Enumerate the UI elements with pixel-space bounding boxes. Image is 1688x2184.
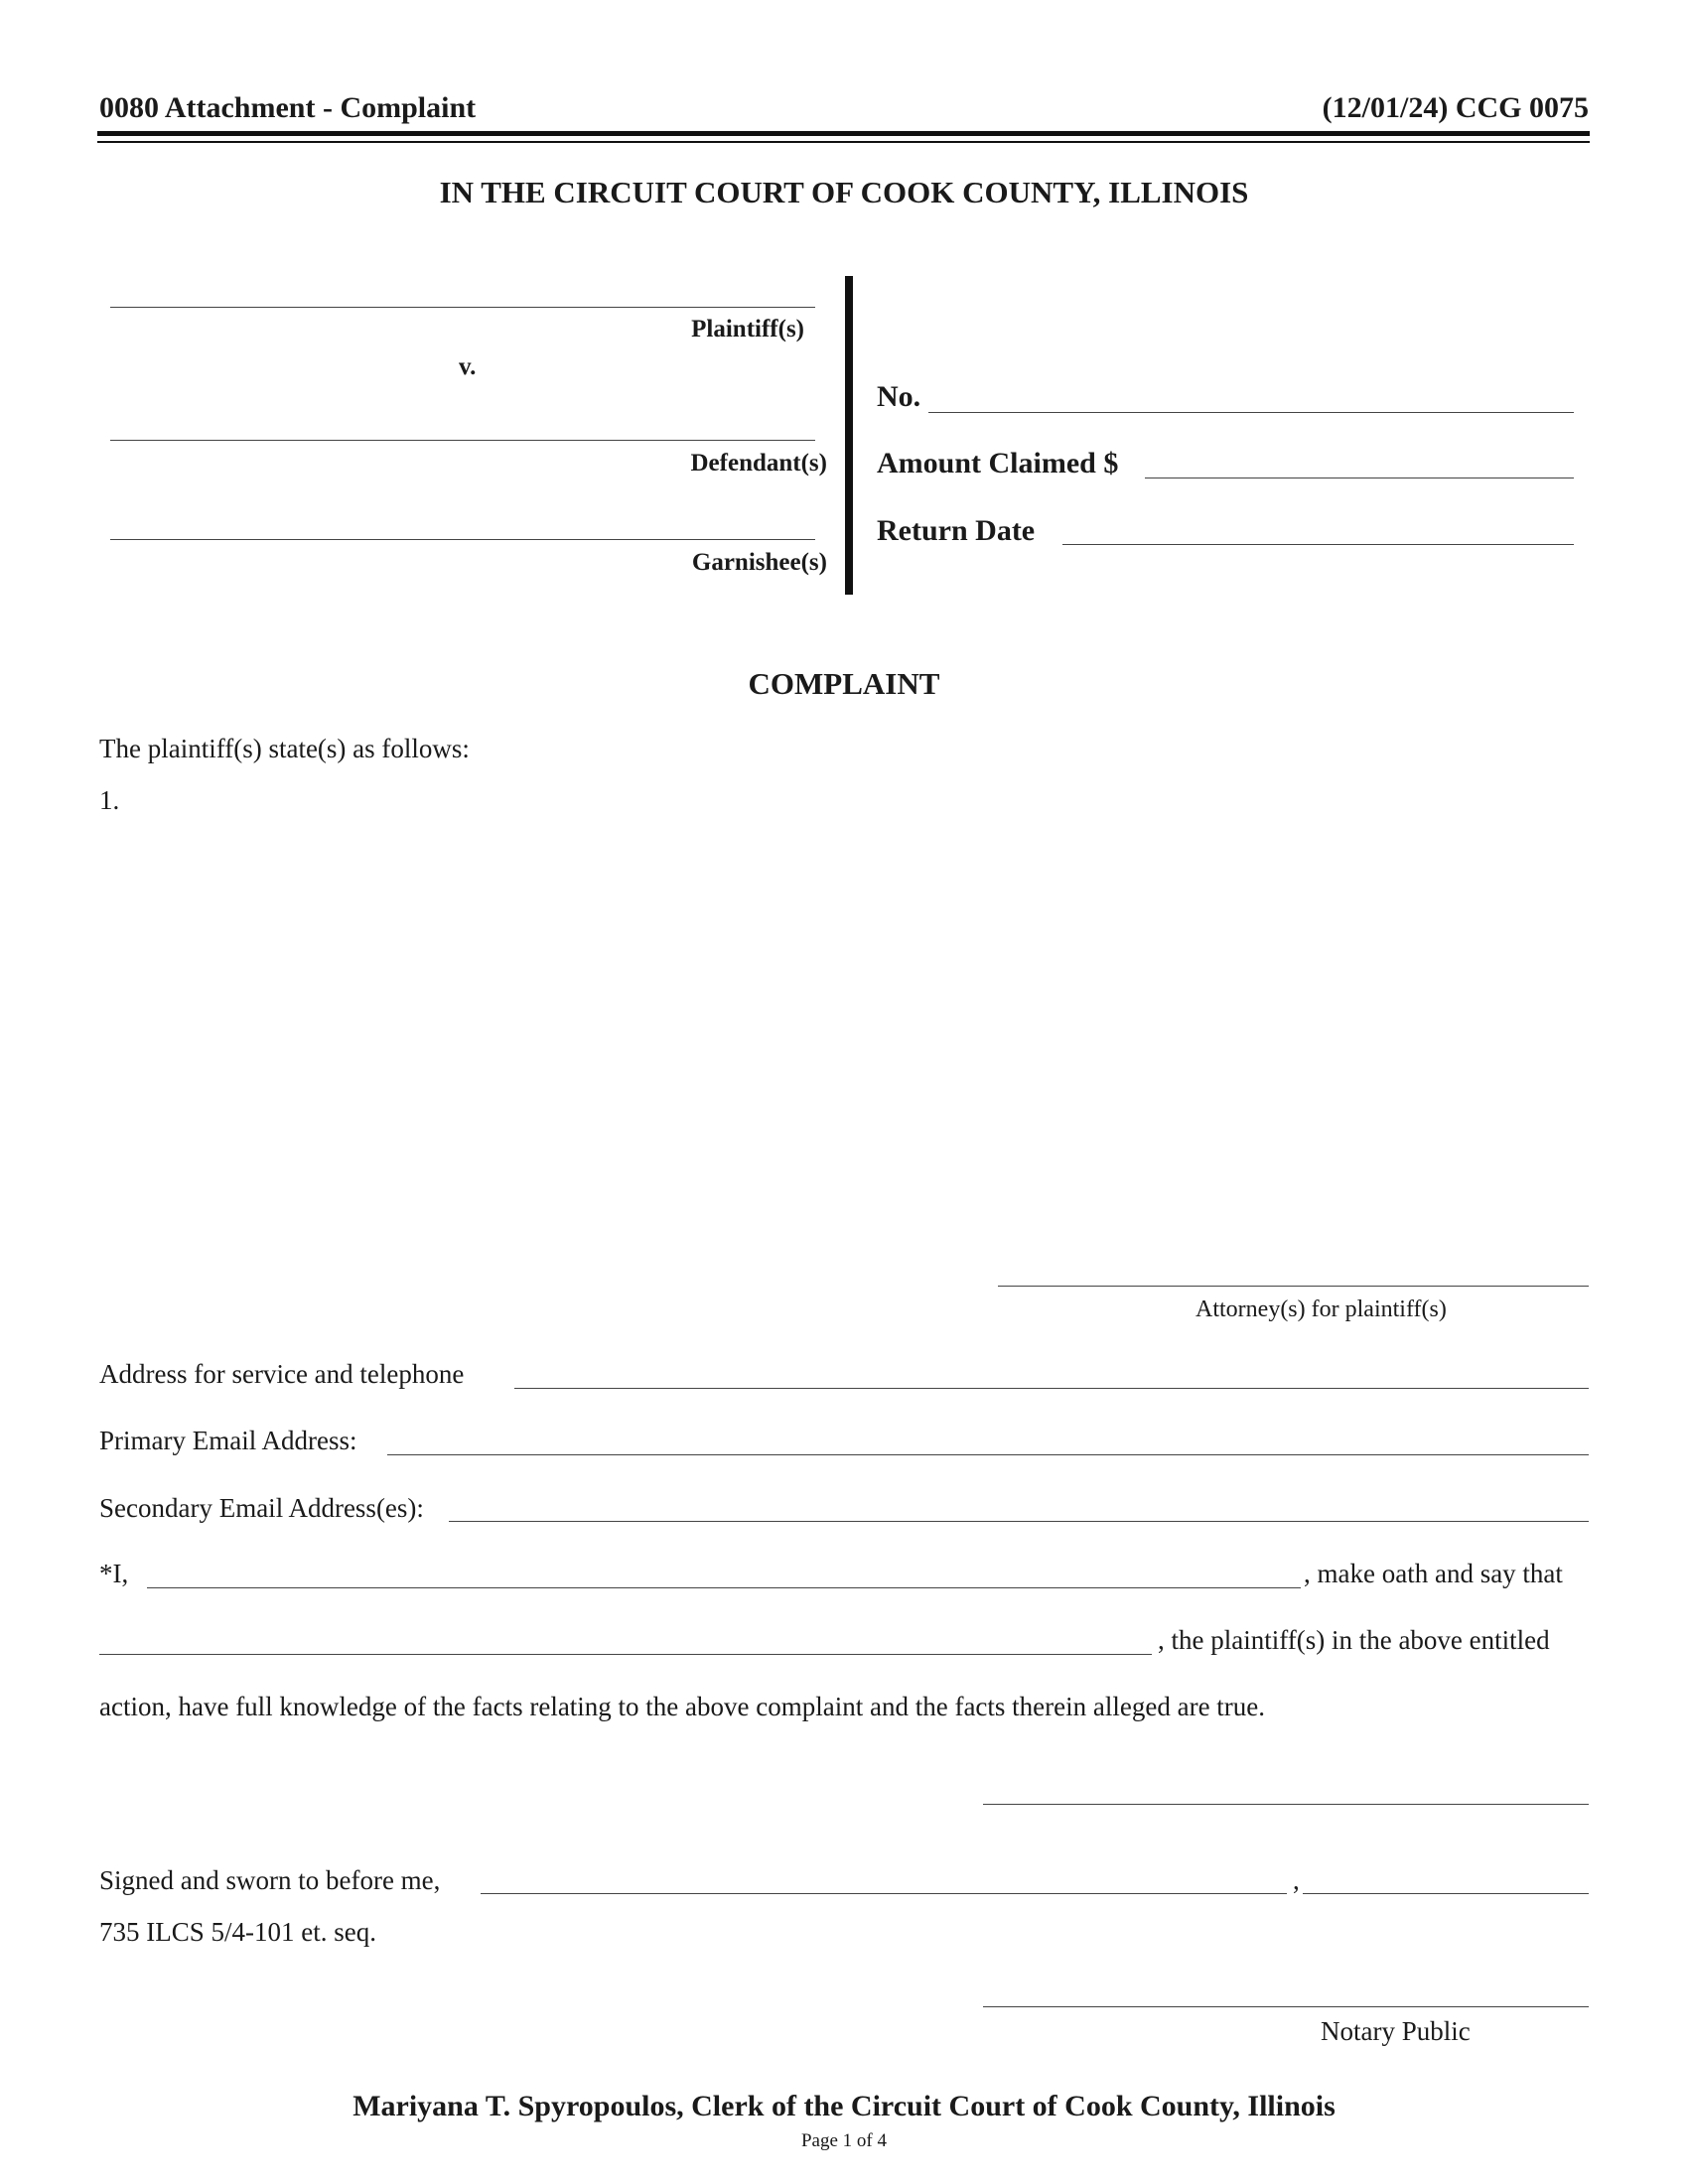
statute-ref: 735 ILCS 5/4-101 et. seq. <box>99 1917 376 1947</box>
complaint-item-number: 1. <box>99 785 120 815</box>
garnishee-label: Garnishee(s) <box>691 549 827 576</box>
complaint-heading: COMPLAINT <box>748 666 940 701</box>
sworn-date-input[interactable] <box>481 1893 1287 1894</box>
plaintiff-name-input[interactable] <box>110 307 815 308</box>
oath-prefix: *I, <box>99 1559 129 1588</box>
complaint-text-area[interactable] <box>139 784 1583 1245</box>
affiant-signature-input[interactable] <box>983 1804 1589 1805</box>
attorney-label: Attorney(s) for plaintiff(s) <box>1196 1297 1447 1322</box>
page-number: Page 1 of 4 <box>800 2130 887 2151</box>
versus-label: v. <box>459 353 477 380</box>
sworn-label: Signed and sworn to before me, <box>99 1865 441 1895</box>
address-input[interactable] <box>514 1388 1589 1389</box>
secondary-email-input[interactable] <box>449 1521 1589 1522</box>
attorney-signature-input[interactable] <box>998 1286 1589 1287</box>
notary-signature-input[interactable] <box>983 2006 1589 2007</box>
sworn-comma: , <box>1293 1865 1300 1895</box>
clerk-footer: Mariyana T. Spyropoulos, Clerk of the Circuit Court of Cook County, Illinois <box>352 2090 1336 2122</box>
oath-plaintiff-input[interactable] <box>99 1654 1152 1655</box>
header-rule-thin <box>97 141 1590 143</box>
secondary-email-label: Secondary Email Address(es): <box>99 1493 424 1523</box>
defendant-label: Defendant(s) <box>690 450 827 477</box>
primary-email-input[interactable] <box>387 1454 1589 1455</box>
oath-make-oath: , make oath and say that <box>1304 1559 1563 1588</box>
case-no-input[interactable] <box>928 412 1574 413</box>
return-date-label: Return Date <box>877 514 1036 547</box>
oath-name-input[interactable] <box>147 1587 1301 1588</box>
court-title: IN THE CIRCUIT COURT OF COOK COUNTY, ILLINOIS <box>439 175 1249 209</box>
form-title: 0080 Attachment - Complaint <box>99 91 477 124</box>
return-date-input[interactable] <box>1062 544 1574 545</box>
oath-entitled: , the plaintiff(s) in the above entitled <box>1158 1625 1550 1655</box>
form-code: (12/01/24) CCG 0075 <box>1322 91 1589 124</box>
caption-divider <box>845 276 853 595</box>
address-label: Address for service and telephone <box>99 1359 465 1389</box>
notary-label: Notary Public <box>1321 2016 1471 2046</box>
oath-statement: action, have full knowledge of the facts relating to the above complaint and the facts therein alleged are true. <box>99 1692 1266 1721</box>
case-no-label: No. <box>877 380 921 413</box>
defendant-name-input[interactable] <box>110 440 815 441</box>
sworn-year-input[interactable] <box>1303 1893 1589 1894</box>
complaint-intro: The plaintiff(s) state(s) as follows: <box>99 734 470 763</box>
amount-claimed-label: Amount Claimed $ <box>877 447 1119 479</box>
header-rule-thick <box>97 131 1590 136</box>
primary-email-label: Primary Email Address: <box>99 1426 357 1455</box>
plaintiff-label: Plaintiff(s) <box>691 316 804 342</box>
garnishee-name-input[interactable] <box>110 539 815 540</box>
